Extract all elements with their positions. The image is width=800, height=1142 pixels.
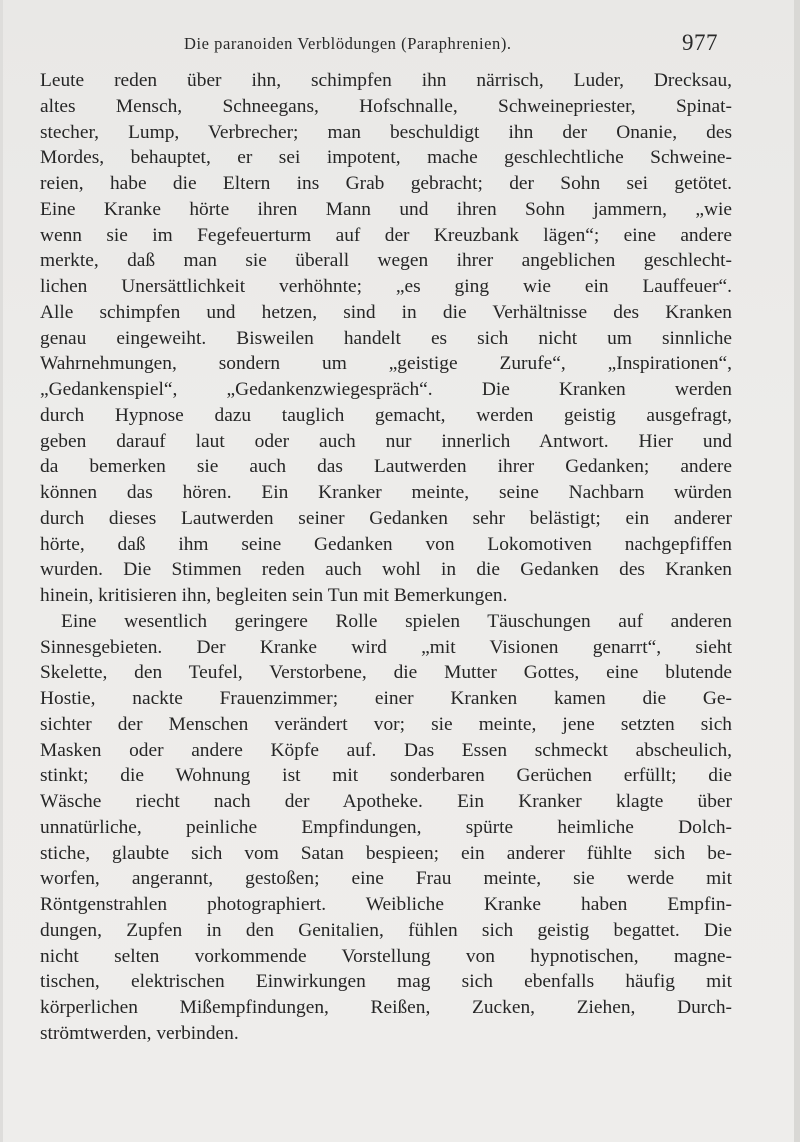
text-line: sichter der Menschen verändert vor; sie meinte, jene setzten sich xyxy=(40,713,732,735)
text-line: nicht selten vorkommende Vorstellung von hypnotischen, magne- xyxy=(40,945,732,967)
text-line: Leute reden über ihn, schimpfen ihn närrisch, Luder, Drecksau, xyxy=(40,70,732,91)
text-line: Wahrnehmungen, sondern um „geistige Zurufe“, „Inspirationen“, xyxy=(40,353,732,375)
text-line: stinkt; die Wohnung ist mit sonderbaren Gerüchen erfüllt; die xyxy=(40,765,732,787)
text-line: wurden. Die Stimmen reden auch wohl in die Gedanken des Kranken xyxy=(40,559,732,581)
text-line: können das hören. Ein Kranker meinte, seine Nachbarn würden xyxy=(40,482,732,503)
text-line: unnatürliche, peinliche Empfindungen, spürte heimliche Dolch- xyxy=(40,816,732,838)
text-line: durch dieses Lautwerden seiner Gedanken sehr belästigt; ein anderer xyxy=(40,507,732,529)
text-line: Hostie, nackte Frauenzimmer; einer Kranken kamen die Ge- xyxy=(40,688,732,709)
text-line: Eine Kranke hörte ihren Mann und ihren Sohn jammern, „wie xyxy=(40,198,732,220)
text-line: genau eingeweiht. Bisweilen handelt es sich nicht um sinnliche xyxy=(40,327,732,349)
text-line: Wäsche riecht nach der Apotheke. Ein Kranker klagte über xyxy=(40,791,732,812)
text-line: strömtwerden, verbinden. xyxy=(40,1022,239,1044)
text-line: tischen, elektrischen Einwirkungen mag sich ebenfalls häufig mit xyxy=(40,971,732,993)
running-head xyxy=(40,26,740,60)
text-line: reien, habe die Eltern ins Grab gebracht; der Sohn sei getötet. xyxy=(40,173,732,194)
text-line: Masken oder andere Köpfe auf. Das Essen schmeckt abscheulich, xyxy=(40,739,732,761)
text-line: körperlichen Mißempfindungen, Reißen, Zucken, Ziehen, Durch- xyxy=(40,997,732,1018)
text-line: „Gedankenspiel“, „Gedankenzwiegespräch“. Die Kranken werden xyxy=(40,379,732,400)
text-line: hörte, daß ihm seine Gedanken von Lokomotiven nachgepfiffen xyxy=(40,533,732,555)
running-title: Die paranoiden Verblödungen (Paraphrenien). xyxy=(184,34,512,53)
text-line: stecher, Lump, Verbrecher; man beschuldigt ihn der Onanie, des xyxy=(40,121,732,143)
text-line: stiche, glaubte sich vom Satan bespieen; ein anderer fühlte sich be- xyxy=(40,842,732,864)
page-number: 977 xyxy=(682,30,718,55)
page-left-edge xyxy=(0,0,3,1142)
page-right-edge xyxy=(794,0,800,1142)
text-line: Sinnesgebieten. Der Kranke wird „mit Visionen genarrt“, sieht xyxy=(40,636,732,658)
body-text xyxy=(40,68,732,1047)
text-line: worfen, angerannt, gestoßen; eine Frau meinte, sie werde mit xyxy=(40,868,732,890)
text-line: lichen Unersättlichkeit verhöhnte; „es ging wie ein Lauffeuer“. xyxy=(40,276,732,297)
text-line: merkte, daß man sie überall wegen ihrer angeblichen geschlecht- xyxy=(40,250,732,272)
text-line: hinein, kritisieren ihn, begleiten sein Tun mit Bemerkungen. xyxy=(40,585,508,606)
text-line: Eine wesentlich geringere Rolle spielen Täuschungen auf anderen xyxy=(61,610,732,632)
text-line: durch Hypnose dazu tauglich gemacht, werden geistig ausgefragt, xyxy=(40,404,732,426)
text-line: da bemerken sie auch das Lautwerden ihrer Gedanken; andere xyxy=(40,456,732,478)
text-line: Röntgenstrahlen photographiert. Weibliche Kranke haben Empfin- xyxy=(40,894,732,915)
text-line: Alle schimpfen und hetzen, sind in die Verhältnisse des Kranken xyxy=(40,301,732,323)
text-line: geben darauf laut oder auch nur innerlich Antwort. Hier und xyxy=(40,430,732,452)
text-line: wenn sie im Fegefeuerturm auf der Kreuzbank lägen“; eine andere xyxy=(40,224,732,246)
text-line: altes Mensch, Schneegans, Hofschnalle, Schweinepriester, Spinat- xyxy=(40,95,732,117)
text-line: Skelette, den Teufel, Verstorbene, die Mutter Gottes, eine blutende xyxy=(40,662,732,684)
text-line: Mordes, behauptet, er sei impotent, mache geschlechtliche Schweine- xyxy=(40,147,732,169)
text-line: dungen, Zupfen in den Genitalien, fühlen sich geistig begattet. Die xyxy=(40,919,732,941)
